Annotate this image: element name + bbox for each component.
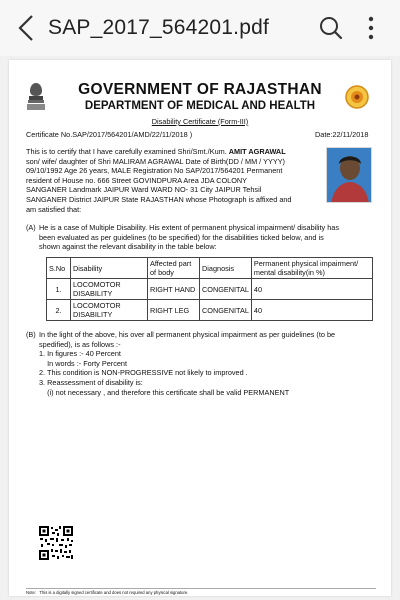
section-a-line: He is a case of Multiple Disability. His extent of permanent physical impairment/ disability has [39, 223, 339, 232]
department-heading: DEPARTMENT OF MEDICAL AND HEALTH [84, 100, 316, 112]
government-heading: GOVERNMENT OF RAJASTHAN [78, 81, 322, 98]
section-b-line: In the light of the above, his over all permanent physical impairment as per guidelines (to be [39, 330, 336, 339]
para-line: am satisfied that: [26, 204, 82, 214]
pdf-viewport[interactable] [0, 56, 400, 600]
para-line: 09/10/1992 Age 26 years, MALE Registration No SAP/2017/564201 Permanent [26, 166, 283, 176]
cell-affected-part: RIGHT HAND [148, 279, 200, 300]
section-b-line: 1. In figures :- 40 Percent [39, 349, 121, 359]
section-b-line: (i) not necessary , and therefore this certificate shall be valid PERMANENT [39, 387, 290, 397]
top-app-bar [0, 0, 400, 56]
section-b-line: 2. This condition is NON-PROGRESSIVE not likely to improved . [39, 368, 248, 378]
section-a-line: been evaluated as per guidelines (to be specified) for the disabilities ticked below, and is [39, 232, 324, 242]
header-impairment: Permanent physical impairment/ mental disability(in %) [251, 258, 372, 279]
cell-affected-part: RIGHT LEG [148, 300, 200, 321]
back-arrow-icon[interactable] [14, 14, 38, 42]
cell-diagnosis: CONGENITAL [200, 279, 252, 300]
certification-paragraph [26, 147, 324, 214]
para-line: SANGANER District JAIPUR State RAJASTHAN whose Photograph is affixed and [26, 194, 292, 204]
header-diagnosis: Diagnosis [200, 258, 252, 279]
para-line: resident of House no. 666 Street GOVINDPURA Area JDA COLONY [26, 175, 248, 185]
disability-table [46, 257, 373, 321]
section-b-line: 3. Reassessment of disability is: [39, 377, 143, 387]
footer-note: Note: This is a digitally signed certificate and does not required any physical signature. [26, 588, 376, 595]
para-line: SANGANER Landmark JAIPUR Ward WARD NO- 31 City JAIPUR Tehsil [26, 185, 262, 195]
more-vertical-icon[interactable] [366, 16, 376, 40]
section-a-line: shown against the relevant disability in the table below: [39, 242, 217, 252]
qr-code-icon [38, 525, 74, 561]
pdf-page [9, 60, 391, 596]
certificate-date: Date:22/11/2018 [315, 130, 369, 139]
table-row [47, 279, 373, 300]
section-b-line: In words :- Forty Percent [39, 358, 127, 368]
section-b-line: spedified), is as follows :- [39, 339, 121, 349]
table-header-row [47, 258, 373, 279]
cell-impairment: 40 [251, 279, 372, 300]
cell-disability: LOCOMOTOR DISABILITY [71, 279, 148, 300]
cell-sno: 2. [47, 300, 71, 321]
header-affected-part: Affected part of body [148, 258, 200, 279]
document-title: SAP_2017_564201.pdf [48, 16, 269, 39]
table-row [47, 300, 373, 321]
header-disability: Disability [71, 258, 148, 279]
cell-diagnosis: CONGENITAL [200, 300, 252, 321]
section-a-marker: (A) [26, 223, 36, 232]
section-b-marker: (B) [26, 330, 36, 339]
cell-sno: 1. [47, 279, 71, 300]
search-icon[interactable] [319, 16, 343, 40]
examinee-name: AMIT AGRAWAL [228, 147, 286, 156]
certificate-number: Certificate No.SAP/2017/564201/AMD/22/11/2018 ) [26, 130, 193, 139]
para-line: This is to certify that I have carefully examined Shri/Smt./Kum. AMIT AGRAWAL [26, 147, 286, 156]
cell-disability: LOCOMOTOR DISABILITY [71, 300, 148, 321]
certificate-title: Disability Certificate (Form-III) [151, 117, 249, 126]
applicant-photo [326, 147, 372, 203]
header-sno: S.No [47, 258, 71, 279]
cell-impairment: 40 [251, 300, 372, 321]
para-line: son/ wife/ daughter of Shri MALIRAM AGRAWAL Date of Birth(DD / MM / YYYY) [26, 156, 285, 166]
